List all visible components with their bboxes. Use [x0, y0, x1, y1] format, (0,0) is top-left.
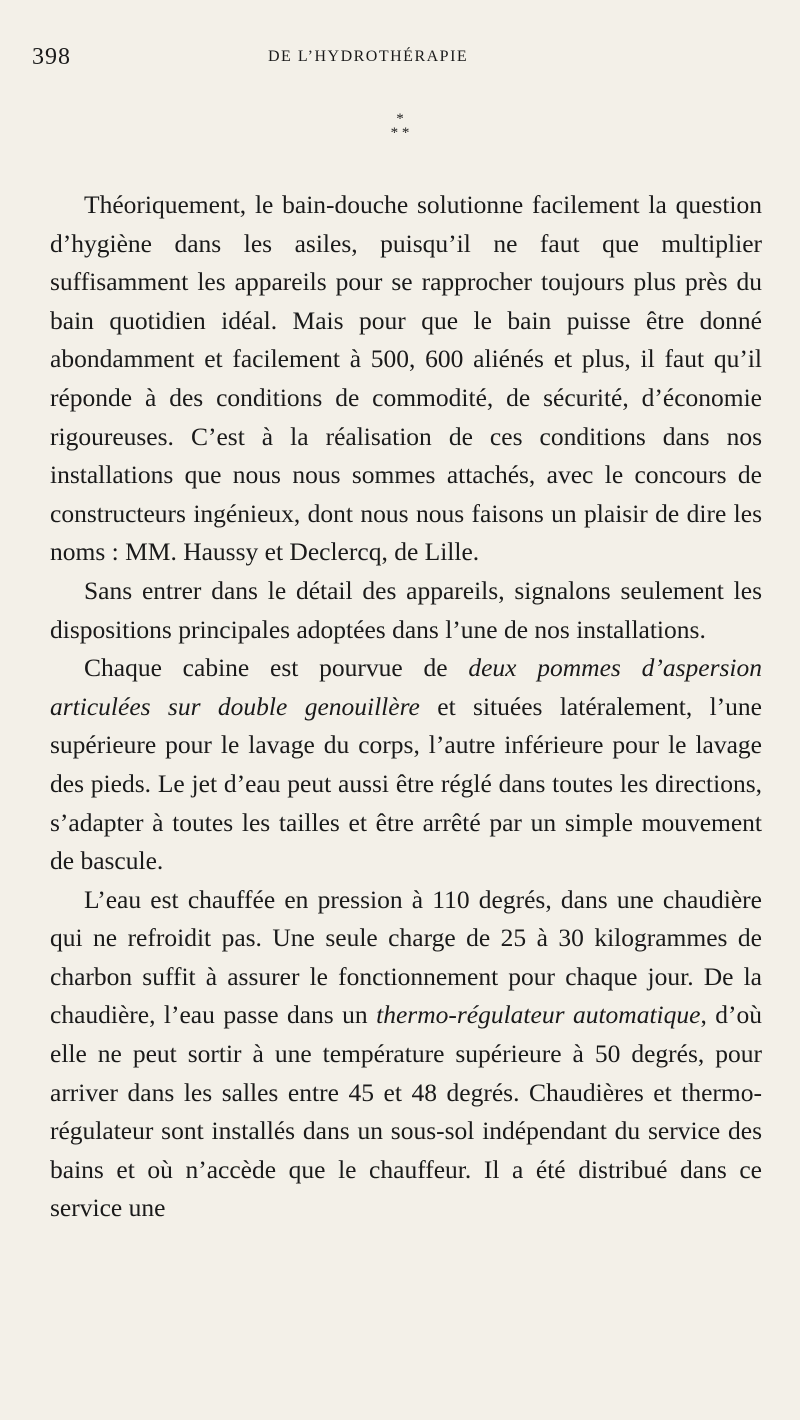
paragraph-3-italic: deux pommes d’aspersion articulées sur double genouillère: [50, 653, 763, 721]
running-head: DE L’HYDROTHÉRAPIE: [268, 48, 469, 65]
paragraph-3: [50, 649, 762, 881]
paragraph-3-text-end: et situées latéralement, l’une supérieure pour le lavage du corps, l’autre inférieure pour le lavage des pieds. Le jet d’eau peut aussi être réglé dans toutes les directions, s’adapter à toutes les tailles et être arrêté par un simple mouvement de bascule.: [50, 691, 762, 876]
paragraph-4-text-start: L’eau est chauffée en pression à 110 degrés, dans une chaudière qui ne refroidit pas. Une seule charge de 25 à 30 kilogrammes de charbon suffit à assurer le fonctionnement pour chaque jour. De la chaudière, l’eau passe dans un: [50, 884, 762, 1030]
section-separator: [0, 112, 800, 140]
page-header: [30, 44, 770, 74]
paragraph-4: [50, 881, 762, 1228]
page-number: 398: [32, 44, 71, 70]
body-text: [50, 186, 762, 1228]
paragraph-1: Théoriquement, le bain-douche solutionne facilement la question d’hygiène dans les asiles, puisqu’il ne faut que multiplier suffisamment les appareils pour se rapprocher toujours plus près du bain quotidien idéal. Mais pour que le bain puisse être donné abondamment et facilement à 500, 600 aliénés et plus, il faut qu’il réponde à des conditions de commodité, de sécurité, d’économie rigoureuses. C’est à la réalisation de ces conditions dans nos installations que nous nous sommes attachés, avec le concours de constructeurs ingénieux, dont nous nous faisons un plaisir de dire les noms : MM. Haussy et Declercq, de Lille.: [50, 190, 762, 567]
paragraph-2: Sans entrer dans le détail des appareils, signalons seulement les dispositions principales adoptées dans l’une de nos installations.: [50, 575, 762, 644]
paragraph-4-text-end: , d’où elle ne peut sortir à une température supérieure à 50 degrés, pour arriver dans les salles entre 45 et 48 degrés. Chaudières et thermo-régulateur sont installés dans un sous-sol indépendant du service des bains et où n’accède que le chauffeur. Il a été distribué dans ce service une: [50, 1000, 763, 1223]
paragraph-3-text-start: Chaque cabine est pourvue de: [84, 653, 469, 683]
separator-top-star: *: [396, 111, 404, 127]
separator-bottom-stars: * *: [390, 125, 410, 141]
paragraph-4-italic: thermo-régulateur automatique: [376, 1000, 701, 1030]
